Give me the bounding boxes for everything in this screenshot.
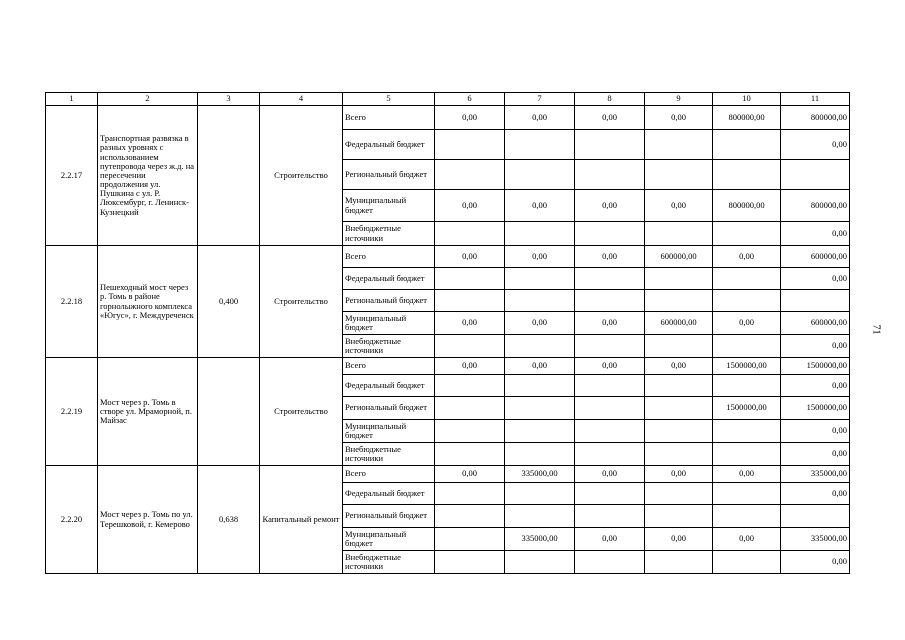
amount-cell xyxy=(713,443,781,466)
table-row xyxy=(46,466,850,483)
amount-cell: 600000,00 xyxy=(645,246,713,268)
page-number: 71 xyxy=(870,324,882,335)
amount-cell xyxy=(781,505,850,528)
amount-cell xyxy=(713,551,781,574)
column-number-header: 5 xyxy=(343,93,435,106)
amount-cell: 0,00 xyxy=(575,190,645,222)
amount-cell: 0,00 xyxy=(713,246,781,268)
column-number-header: 8 xyxy=(575,93,645,106)
amount-cell xyxy=(505,290,575,312)
amount-cell: 0,00 xyxy=(575,358,645,375)
funding-source: Региональный бюджет xyxy=(343,505,435,528)
column-number-header: 7 xyxy=(505,93,575,106)
amount-cell: 0,00 xyxy=(435,106,505,130)
funding-source: Всего xyxy=(343,466,435,483)
amount-cell xyxy=(645,268,713,290)
amount-cell: 0,00 xyxy=(435,358,505,375)
amount-cell: 600000,00 xyxy=(781,312,850,335)
amount-cell xyxy=(575,290,645,312)
amount-cell xyxy=(435,222,505,246)
funding-source: Всего xyxy=(343,106,435,130)
amount-cell xyxy=(505,443,575,466)
funding-source: Всего xyxy=(343,358,435,375)
amount-cell xyxy=(645,505,713,528)
work-type: Строительство xyxy=(260,358,343,466)
amount-cell xyxy=(575,443,645,466)
amount-cell xyxy=(505,268,575,290)
amount-cell xyxy=(713,483,781,505)
amount-cell: 335000,00 xyxy=(781,528,850,551)
amount-cell xyxy=(645,443,713,466)
funding-source: Федеральный бюджет xyxy=(343,483,435,505)
amount-cell: 0,00 xyxy=(713,312,781,335)
amount-cell xyxy=(435,397,505,420)
funding-source: Федеральный бюджет xyxy=(343,268,435,290)
amount-cell xyxy=(575,222,645,246)
amount-cell: 0,00 xyxy=(505,190,575,222)
amount-cell: 0,00 xyxy=(645,106,713,130)
amount-cell: 0,00 xyxy=(781,222,850,246)
item-number: 2.2.17 xyxy=(46,106,98,246)
funding-source: Региональный бюджет xyxy=(343,290,435,312)
column-number-header-row xyxy=(46,93,850,106)
work-type: Строительство xyxy=(260,106,343,246)
work-type: Строительство xyxy=(260,246,343,358)
amount-cell: 0,00 xyxy=(575,106,645,130)
amount-cell xyxy=(645,375,713,397)
amount-cell: 0,00 xyxy=(781,420,850,443)
amount-cell xyxy=(575,375,645,397)
amount-cell xyxy=(435,528,505,551)
amount-cell xyxy=(713,160,781,190)
amount-cell: 0,00 xyxy=(781,483,850,505)
funding-source: Муниципальный бюджет xyxy=(343,528,435,551)
amount-cell xyxy=(781,290,850,312)
object-length: 0,638 xyxy=(198,466,260,574)
object-length: 0,400 xyxy=(198,246,260,358)
amount-cell xyxy=(435,443,505,466)
amount-cell xyxy=(435,290,505,312)
amount-cell xyxy=(645,222,713,246)
amount-cell xyxy=(505,160,575,190)
amount-cell: 0,00 xyxy=(435,312,505,335)
funding-source: Федеральный бюджет xyxy=(343,375,435,397)
amount-cell: 0,00 xyxy=(781,443,850,466)
amount-cell xyxy=(645,335,713,358)
amount-cell xyxy=(505,483,575,505)
column-number-header: 6 xyxy=(435,93,505,106)
column-number-header: 10 xyxy=(713,93,781,106)
amount-cell: 0,00 xyxy=(505,106,575,130)
amount-cell: 335000,00 xyxy=(781,466,850,483)
amount-cell: 0,00 xyxy=(645,528,713,551)
amount-cell xyxy=(435,160,505,190)
amount-cell: 0,00 xyxy=(435,190,505,222)
amount-cell: 0,00 xyxy=(435,466,505,483)
amount-cell xyxy=(505,397,575,420)
amount-cell xyxy=(713,375,781,397)
funding-source: Региональный бюджет xyxy=(343,397,435,420)
amount-cell: 0,00 xyxy=(645,190,713,222)
amount-cell: 0,00 xyxy=(505,358,575,375)
funding-source: Региональный бюджет xyxy=(343,160,435,190)
funding-source: Муниципальный бюджет xyxy=(343,312,435,335)
column-number-header: 4 xyxy=(260,93,343,106)
amount-cell: 0,00 xyxy=(575,528,645,551)
amount-cell xyxy=(645,397,713,420)
amount-cell xyxy=(713,505,781,528)
work-type: Капитальный ремонт xyxy=(260,466,343,574)
amount-cell xyxy=(435,483,505,505)
amount-cell: 335000,00 xyxy=(505,528,575,551)
item-number: 2.2.19 xyxy=(46,358,98,466)
amount-cell xyxy=(575,268,645,290)
amount-cell xyxy=(575,160,645,190)
amount-cell xyxy=(645,130,713,160)
amount-cell xyxy=(435,375,505,397)
amount-cell xyxy=(575,335,645,358)
amount-cell xyxy=(645,160,713,190)
amount-cell: 0,00 xyxy=(505,312,575,335)
amount-cell: 1500000,00 xyxy=(713,397,781,420)
column-number-header: 1 xyxy=(46,93,98,106)
amount-cell: 0,00 xyxy=(645,466,713,483)
funding-source: Федеральный бюджет xyxy=(343,130,435,160)
amount-cell xyxy=(435,130,505,160)
funding-source: Внебюджетные источники xyxy=(343,443,435,466)
amount-cell xyxy=(505,130,575,160)
object-description: Транспортная развязка в разных уровнях с использованием путепровода через ж.д. на пересечении продолжения ул. Пушкина с ул. Р. Люксембург, г. Ленинск-Кузнецкий xyxy=(98,106,198,246)
column-number-header: 2 xyxy=(98,93,198,106)
amount-cell: 0,00 xyxy=(781,130,850,160)
amount-cell: 0,00 xyxy=(781,551,850,574)
amount-cell xyxy=(713,420,781,443)
amount-cell xyxy=(435,420,505,443)
amount-cell xyxy=(713,335,781,358)
amount-cell: 800000,00 xyxy=(713,106,781,130)
amount-cell: 600000,00 xyxy=(781,246,850,268)
column-number-header: 9 xyxy=(645,93,713,106)
amount-cell: 1500000,00 xyxy=(781,358,850,375)
amount-cell xyxy=(713,290,781,312)
amount-cell: 0,00 xyxy=(645,358,713,375)
amount-cell: 1500000,00 xyxy=(713,358,781,375)
amount-cell xyxy=(575,397,645,420)
table-row xyxy=(46,106,850,130)
object-description: Мост через р. Томь по ул. Терешковой, г. Кемерово xyxy=(98,466,198,574)
amount-cell: 0,00 xyxy=(575,312,645,335)
amount-cell xyxy=(435,551,505,574)
funding-source: Внебюджетные источники xyxy=(343,551,435,574)
amount-cell: 0,00 xyxy=(713,528,781,551)
amount-cell xyxy=(505,505,575,528)
funding-source: Муниципальный бюджет xyxy=(343,420,435,443)
amount-cell xyxy=(645,551,713,574)
amount-cell xyxy=(575,483,645,505)
amount-cell xyxy=(505,551,575,574)
amount-cell xyxy=(575,505,645,528)
object-length xyxy=(198,358,260,466)
amount-cell: 0,00 xyxy=(575,246,645,268)
amount-cell: 800000,00 xyxy=(781,190,850,222)
amount-cell: 1500000,00 xyxy=(781,397,850,420)
amount-cell xyxy=(505,375,575,397)
amount-cell xyxy=(505,335,575,358)
column-number-header: 3 xyxy=(198,93,260,106)
amount-cell xyxy=(575,551,645,574)
budget-table xyxy=(45,92,850,574)
amount-cell xyxy=(435,335,505,358)
amount-cell: 0,00 xyxy=(781,268,850,290)
item-number: 2.2.18 xyxy=(46,246,98,358)
amount-cell xyxy=(713,268,781,290)
amount-cell: 800000,00 xyxy=(781,106,850,130)
table-row xyxy=(46,246,850,268)
table-row xyxy=(46,358,850,375)
amount-cell: 335000,00 xyxy=(505,466,575,483)
column-number-header: 11 xyxy=(781,93,850,106)
object-description: Пешеходный мост через р. Томь в районе горнолыжного комплекса «Югус», г. Междуреченск xyxy=(98,246,198,358)
object-description: Мост через р. Томь в створе ул. Мраморной, п. Майзас xyxy=(98,358,198,466)
object-length xyxy=(198,106,260,246)
amount-cell: 0,00 xyxy=(781,335,850,358)
funding-source: Всего xyxy=(343,246,435,268)
item-number: 2.2.20 xyxy=(46,466,98,574)
amount-cell xyxy=(713,222,781,246)
funding-source: Муниципальный бюджет xyxy=(343,190,435,222)
amount-cell xyxy=(645,483,713,505)
amount-cell: 0,00 xyxy=(781,375,850,397)
amount-cell: 600000,00 xyxy=(645,312,713,335)
amount-cell xyxy=(781,160,850,190)
amount-cell xyxy=(575,130,645,160)
amount-cell xyxy=(505,420,575,443)
funding-source: Внебюджетные источники xyxy=(343,222,435,246)
amount-cell xyxy=(505,222,575,246)
amount-cell xyxy=(645,420,713,443)
amount-cell: 800000,00 xyxy=(713,190,781,222)
amount-cell xyxy=(435,268,505,290)
amount-cell xyxy=(435,505,505,528)
amount-cell xyxy=(575,420,645,443)
amount-cell: 0,00 xyxy=(505,246,575,268)
amount-cell xyxy=(713,130,781,160)
amount-cell: 0,00 xyxy=(713,466,781,483)
amount-cell: 0,00 xyxy=(575,466,645,483)
amount-cell xyxy=(645,290,713,312)
funding-source: Внебюджетные источники xyxy=(343,335,435,358)
amount-cell: 0,00 xyxy=(435,246,505,268)
